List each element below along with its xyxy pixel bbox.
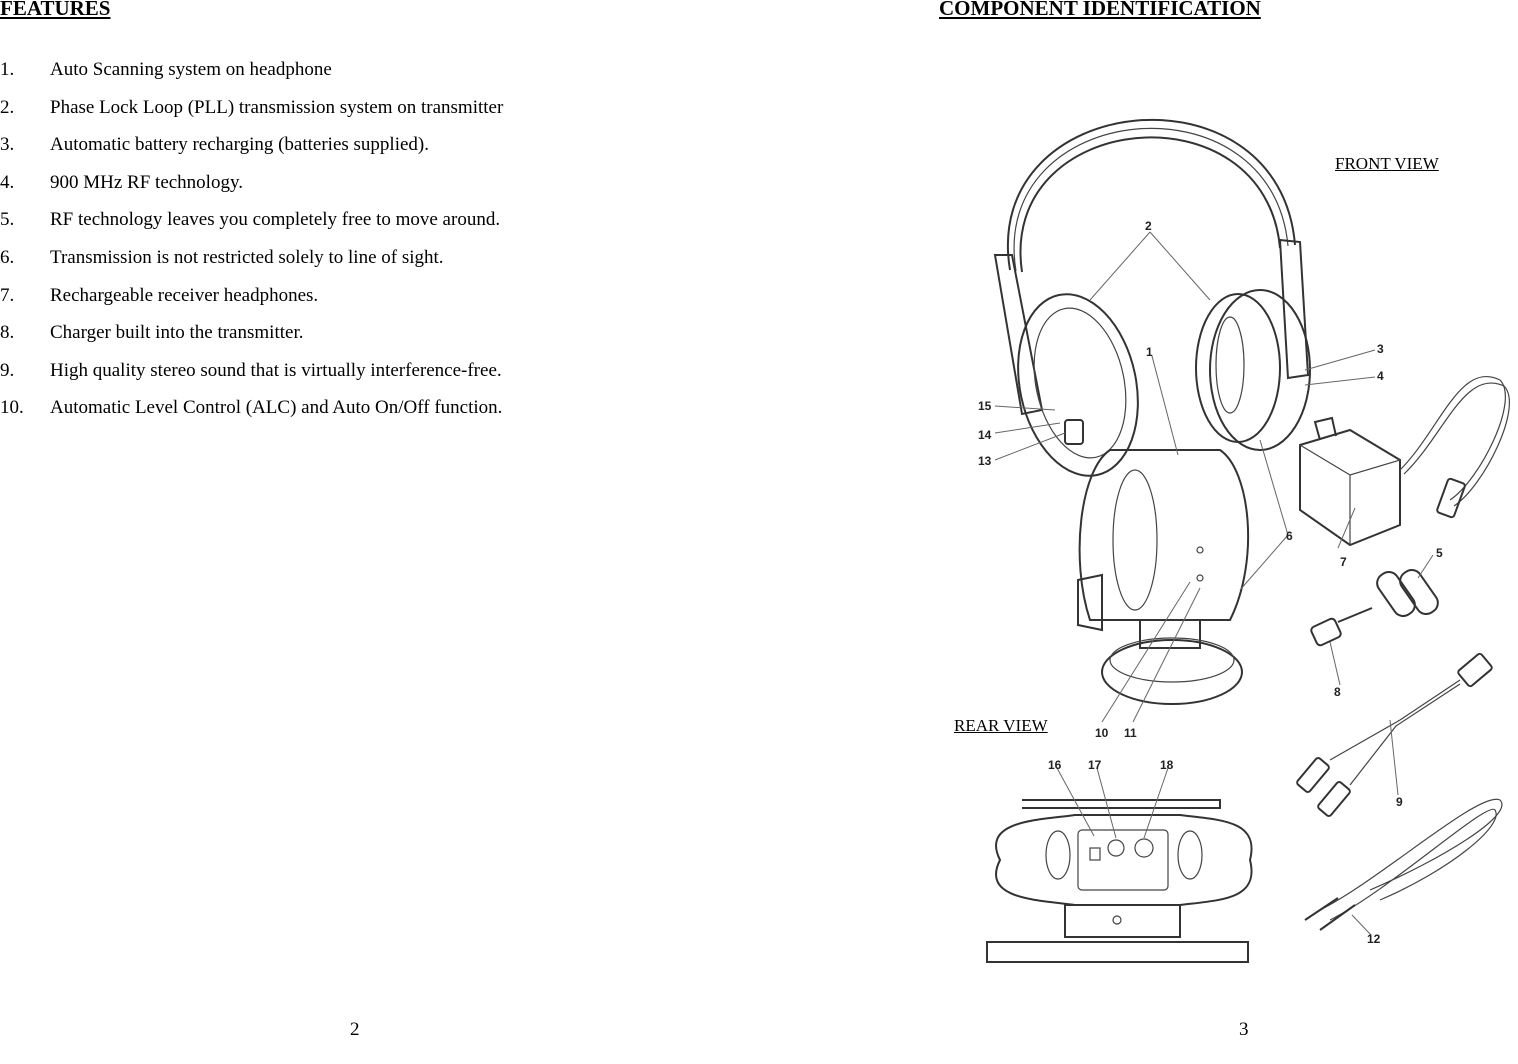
callout-6: 6	[1286, 529, 1293, 543]
feature-text: 900 MHz RF technology.	[50, 171, 243, 193]
callout-9: 9	[1396, 795, 1403, 809]
feature-number: 7.	[0, 284, 15, 306]
front-view-label: FRONT VIEW	[1335, 154, 1439, 173]
feature-number: 10.	[0, 397, 24, 419]
right-earcup	[1196, 290, 1310, 450]
feature-text: Automatic battery recharging (batteries supplied).	[50, 134, 429, 156]
feature-number: 6.	[0, 246, 15, 268]
batteries	[1373, 566, 1442, 620]
callout-14: 14	[978, 428, 992, 442]
callout-17: 17	[1088, 758, 1102, 772]
stereo-cable	[1305, 799, 1502, 930]
callout-5: 5	[1436, 546, 1443, 560]
feature-text: Charger built into the transmitter.	[50, 322, 304, 344]
callout-16: 16	[1048, 758, 1062, 772]
transmitter-base	[1078, 450, 1248, 704]
feature-text: Phase Lock Loop (PLL) transmission system on transmitter	[50, 96, 504, 118]
callout-10: 10	[1095, 726, 1109, 740]
page-right	[760, 0, 1518, 1064]
rear-view-label: REAR VIEW	[954, 716, 1048, 735]
feature-text: RF technology leaves you completely free to move around.	[50, 209, 501, 231]
callout-3: 3	[1377, 342, 1384, 356]
rear-view	[987, 800, 1252, 962]
page-number: 2	[350, 1019, 360, 1040]
feature-number: 5.	[0, 209, 15, 231]
callout-18: 18	[1160, 758, 1174, 772]
feature-number: 4.	[0, 171, 15, 193]
callout-15: 15	[978, 399, 992, 413]
headband	[995, 120, 1308, 414]
feature-text: Auto Scanning system on headphone	[50, 59, 332, 80]
callout-11: 11	[1124, 726, 1137, 740]
feature-number: 2.	[0, 96, 15, 118]
callout-8: 8	[1334, 685, 1341, 699]
feature-number: 1.	[0, 59, 15, 80]
feature-text: Transmission is not restricted solely to line of sight.	[50, 246, 444, 268]
feature-text: High quality stereo sound that is virtually interference-free.	[50, 359, 502, 381]
feature-number: 3.	[0, 134, 15, 156]
callout-7: 7	[1340, 555, 1347, 569]
component-heading: COMPONENT IDENTIFICATION	[939, 0, 1261, 20]
ac-adapter	[1300, 376, 1509, 545]
callout-2: 2	[1145, 219, 1152, 233]
feature-number: 8.	[0, 322, 15, 344]
callout-1: 1	[1146, 345, 1153, 359]
feature-number: 9.	[0, 359, 15, 381]
callout-13: 13	[978, 454, 992, 468]
plug-adapter	[1310, 608, 1372, 647]
features-heading: FEATURES	[0, 0, 111, 20]
y-cable	[1296, 653, 1493, 817]
callout-4: 4	[1377, 369, 1384, 383]
callout-labels	[978, 219, 1443, 946]
page-number: 3	[1239, 1019, 1249, 1040]
callout-12: 12	[1367, 932, 1381, 946]
feature-text: Automatic Level Control (ALC) and Auto On/Off function.	[50, 397, 503, 419]
feature-text: Rechargeable receiver headphones.	[50, 284, 319, 306]
left-earcup	[1002, 283, 1154, 487]
